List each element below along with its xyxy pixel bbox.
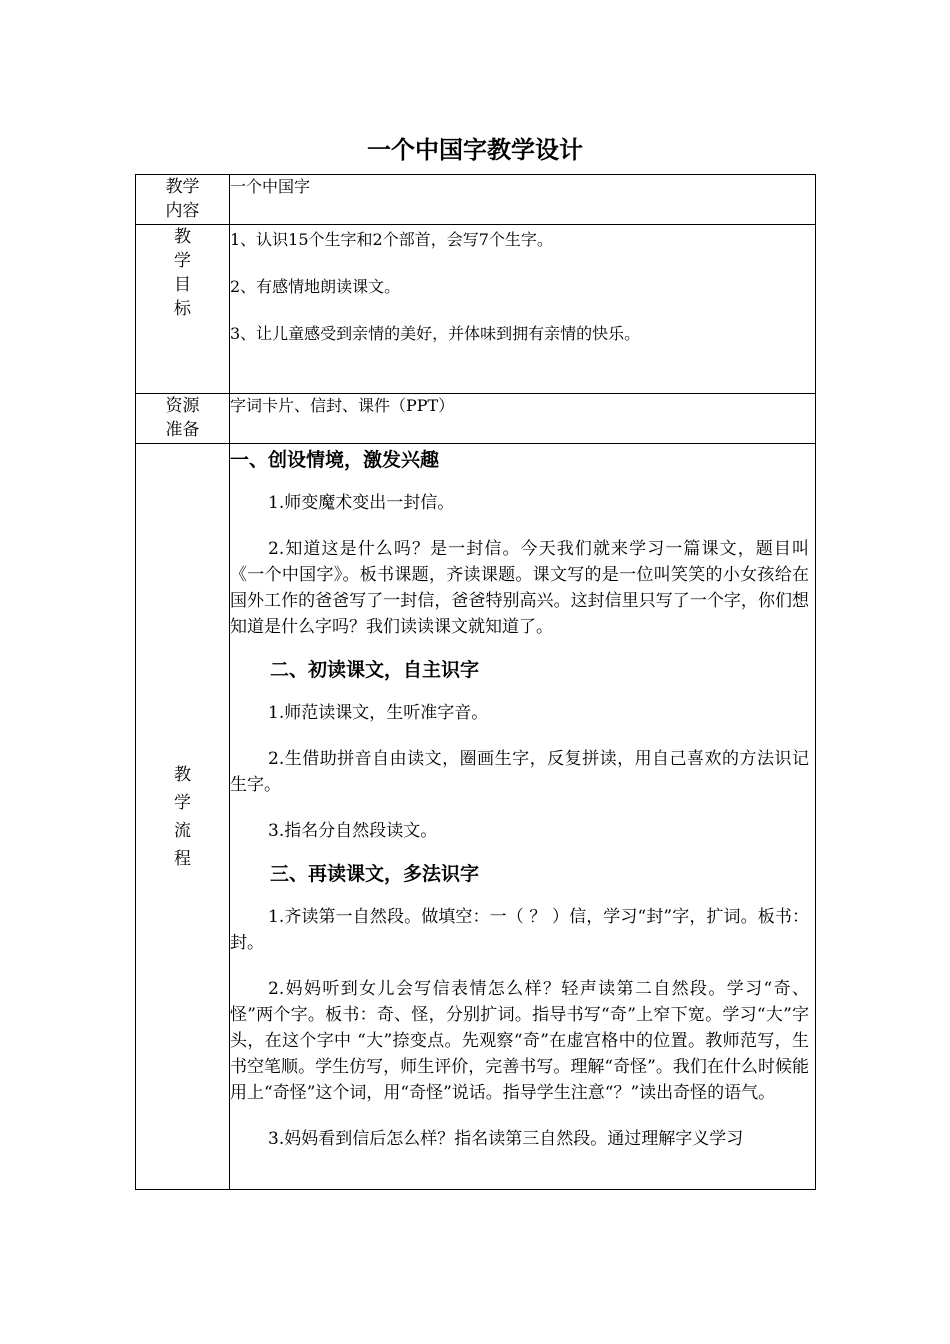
label-teaching-goals: 教 学 目 标 [136,225,230,394]
section-heading: 三、再读课文，多法识字 [270,863,480,885]
teaching-process-content [230,444,816,1190]
row-teaching-process [136,444,816,1190]
paragraph: 1.齐读第一自然段。做填空：一（ ？ ）信，学习“封”字，扩词。板书：封。 [230,907,809,953]
row-resources [136,394,816,444]
paragraph: 2.知道这是什么吗？是一封信。今天我们就来学习一篇课文，题目叫《一个中国字》。板书课题，齐读课题。课文写的是一位叫笑笑的小女孩给在国外工作的爸爸写了一封信，爸爸特别高兴。这封信里只写了一个字，你们想知道是什么字吗？我们读读课文就知道了。 [230,539,809,637]
paragraph: 1.师范读课文，生听准字音。 [268,703,489,723]
teaching-content-value: 一个中国字 [230,175,816,225]
paragraph: 1.师变魔术变出一封信。 [268,493,455,513]
paragraph: 2.妈妈听到女儿会写信表情怎么样？轻声读第二自然段。学习“奇、怪”两个字。板书：奇、怪，分别扩词。指导书写“奇”上窄下宽。学习“大”字头，在这个字中 “大”捺变点。先观察“奇”在虚宫格中的位置。教师范写，生书空笔顺。学生仿写，师生评价，完善书写。理解“奇怪”。我们在什么时候能用上“奇怪”这个词，用“奇怪”说话。指导学生注意“？”读出奇怪的语气。 [230,979,810,1103]
label-teaching-content: 教学 内容 [136,175,230,225]
row-teaching-content [136,175,816,225]
teaching-goals-list [230,225,816,394]
paragraph: 3.妈妈看到信后怎么样？指名读第三自然段。通过理解字义学习 [268,1129,744,1149]
goal-item: 3、让儿童感受到亲情的美好，并体味到拥有亲情的快乐。 [230,324,641,343]
row-teaching-goals [136,225,816,394]
section-heading: 二、初读课文，自主识字 [270,659,480,681]
goal-item: 2、有感情地朗读课文。 [230,277,401,296]
goal-item: 1、认识15个生字和2个部首，会写7个生字。 [230,230,553,249]
lesson-plan-table [135,174,816,1190]
document-title: 一个中国字教学设计 [367,136,583,164]
paragraph: 2.生借助拼音自由读文，圈画生字，反复拼读，用自己喜欢的方法识记生字。 [230,749,809,795]
label-teaching-process: 教 学 流 程 [136,444,230,1190]
section-heading: 一、创设情境，激发兴趣 [230,449,440,471]
paragraph: 3.指名分自然段读文。 [268,821,438,841]
label-resources: 资源 准备 [136,394,230,444]
resources-value: 字词卡片、信封、课件（PPT） [230,394,816,444]
